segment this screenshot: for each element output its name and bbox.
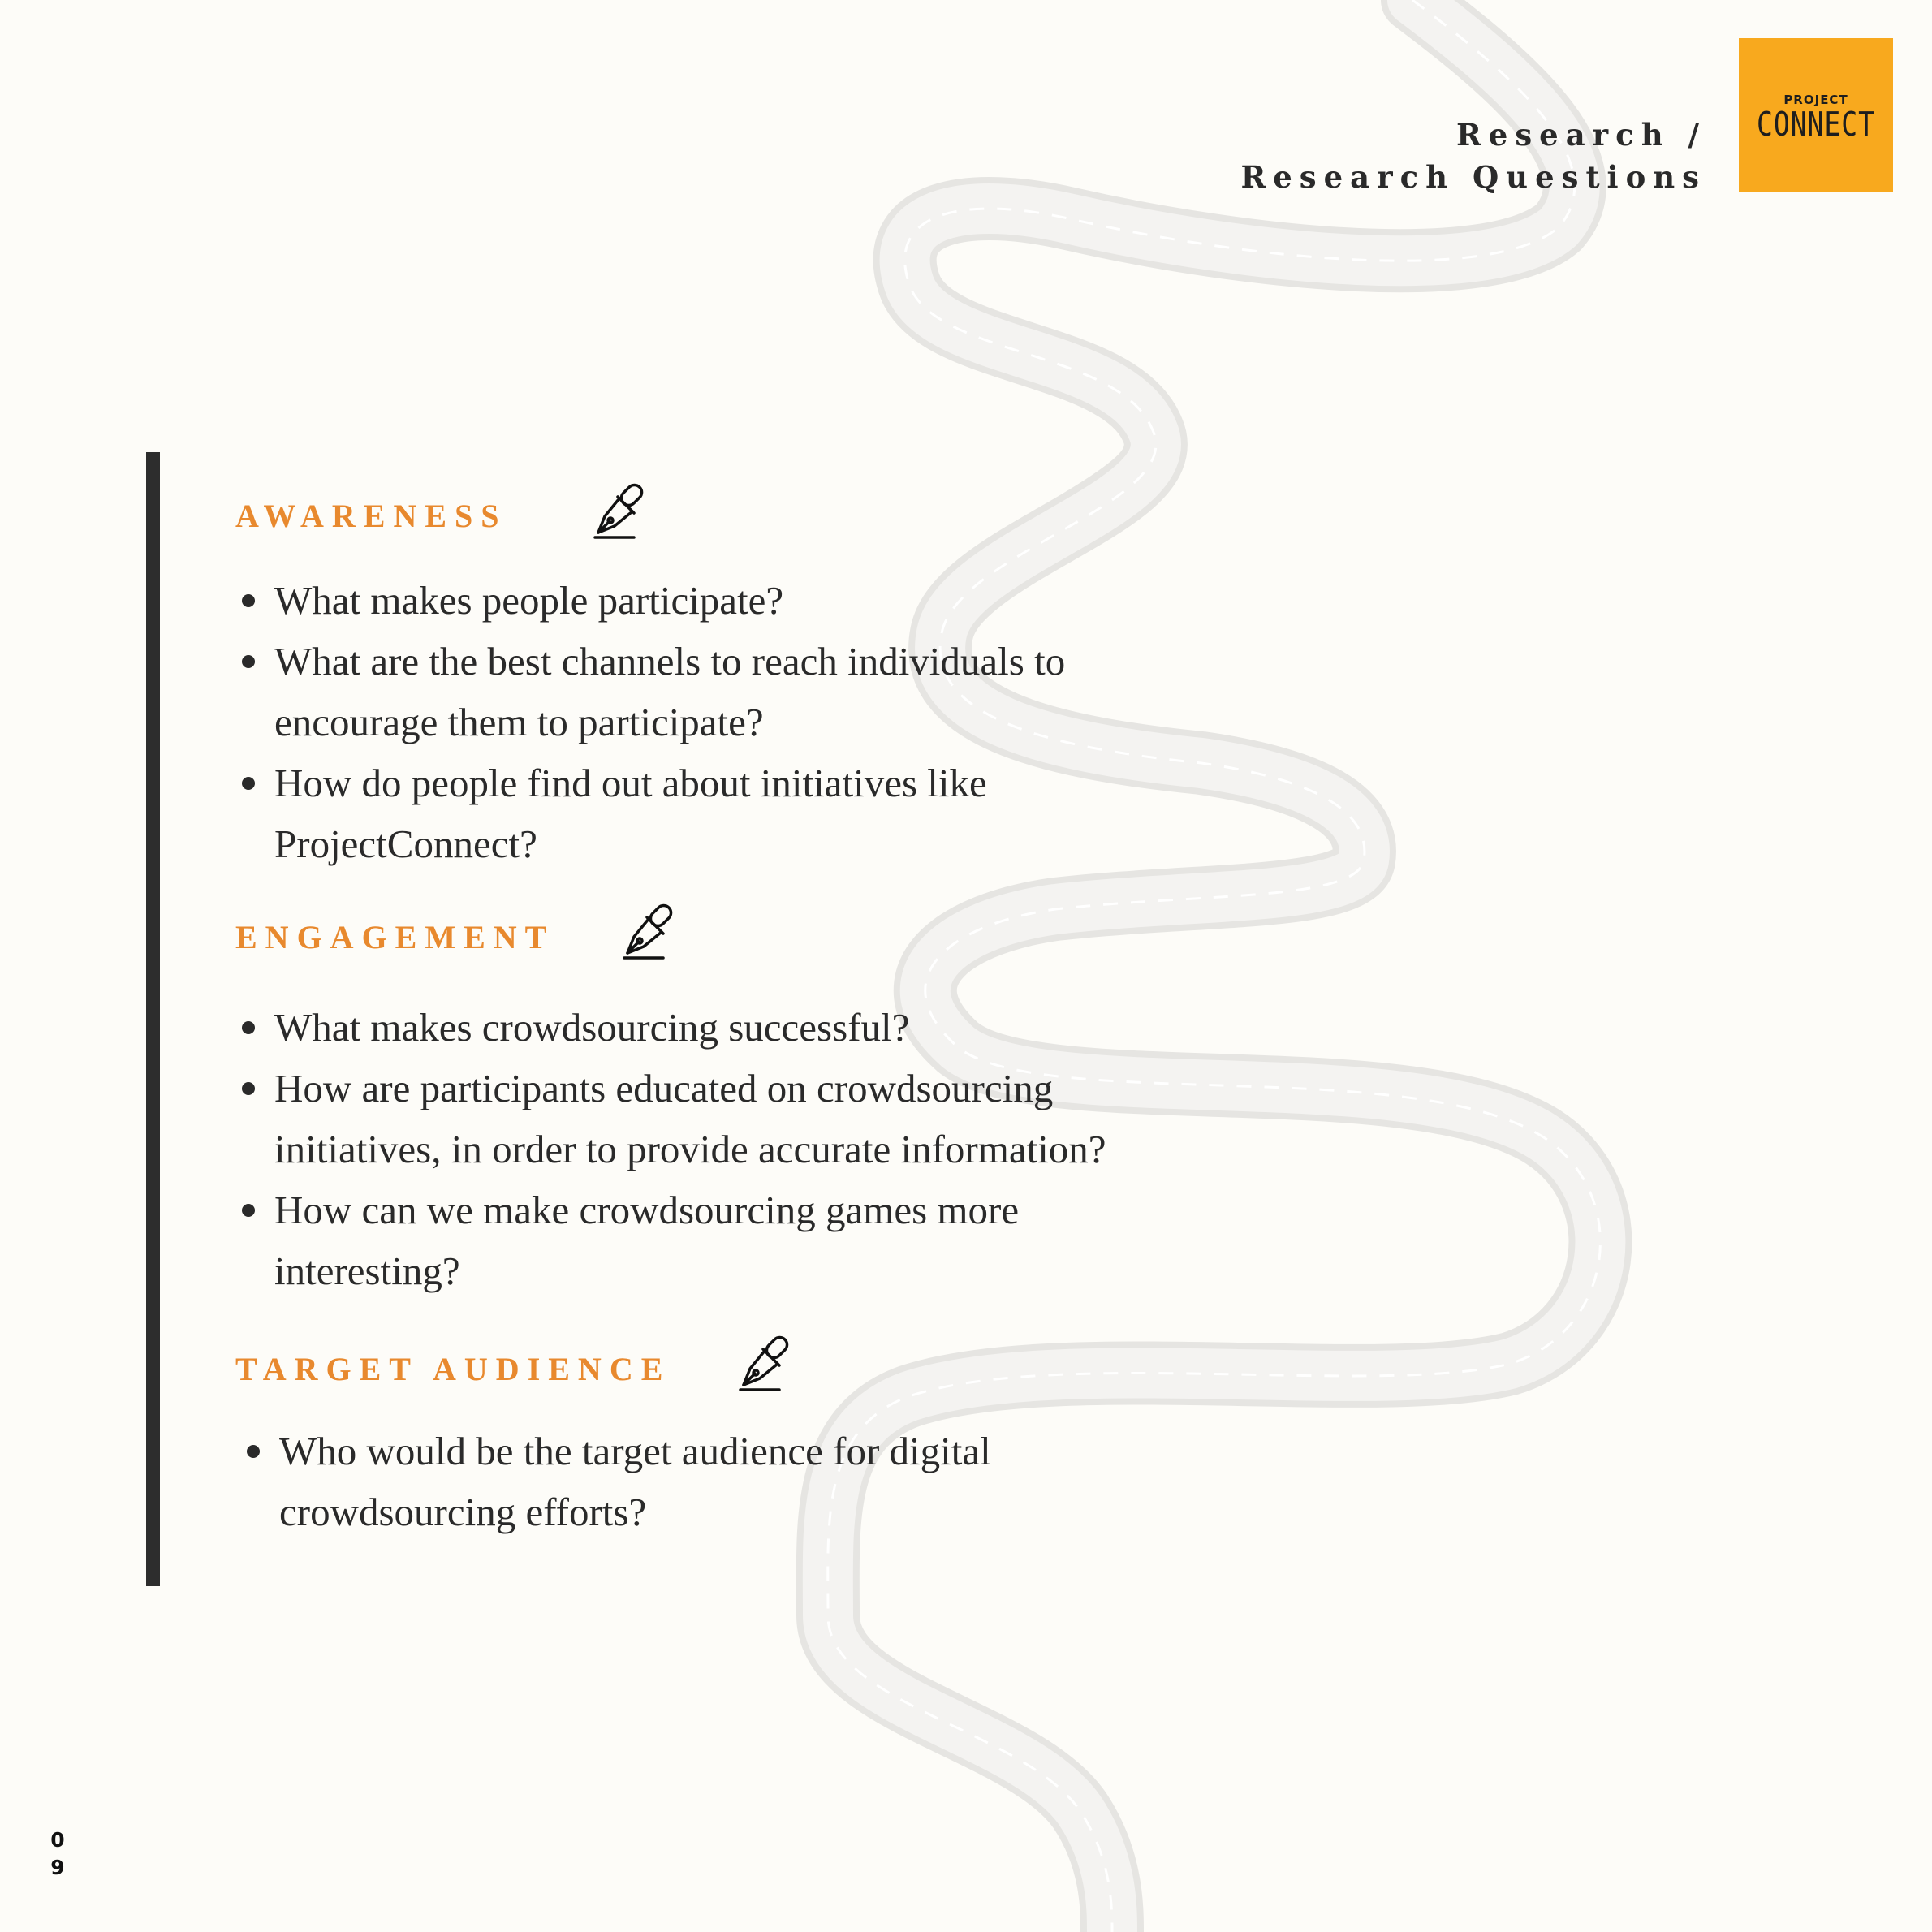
list-item xyxy=(274,753,1054,874)
bullet xyxy=(247,1445,260,1458)
list-item xyxy=(274,1179,1086,1301)
pen-icon xyxy=(732,1331,797,1396)
bullet xyxy=(242,1204,255,1217)
breadcrumb-section: Research / xyxy=(1456,117,1706,153)
list-item xyxy=(274,997,1208,1058)
logo-big-text: CONNECT xyxy=(1756,104,1876,144)
question-text: How are participants educated on crowdsourcing initiatives, in order to provide accurate information? xyxy=(274,1066,1106,1171)
breadcrumb xyxy=(1241,114,1707,198)
question-list-awareness xyxy=(274,570,1192,874)
bullet xyxy=(242,594,255,607)
bullet xyxy=(242,1021,255,1034)
pen-icon xyxy=(616,899,681,964)
question-text: What makes crowdsourcing successful? xyxy=(274,1005,910,1050)
breadcrumb-page: Research Questions xyxy=(1240,159,1706,195)
bullet xyxy=(242,1082,255,1095)
question-text: Who would be the target audience for digital crowdsourcing efforts? xyxy=(279,1429,991,1534)
page-number-digit: 0 xyxy=(50,1828,65,1852)
section-divider-bar xyxy=(146,452,160,1586)
bullet xyxy=(242,655,255,668)
question-text: What are the best channels to reach individuals to encourage them to participate? xyxy=(274,639,1066,744)
section-heading-awareness: AWARENESS xyxy=(235,498,507,534)
pen-icon xyxy=(587,479,652,544)
section-heading-engagement: ENGAGEMENT xyxy=(235,919,555,955)
logo-small-text: PROJECT xyxy=(1783,93,1848,107)
question-text: How can we make crowdsourcing games more interesting? xyxy=(274,1188,1020,1293)
question-list-target-audience xyxy=(279,1421,1059,1542)
list-item xyxy=(274,570,1192,631)
question-text: How do people find out about initiatives like ProjectConnect? xyxy=(274,761,987,866)
section-heading-target-audience: TARGET AUDIENCE xyxy=(235,1351,671,1387)
list-item xyxy=(274,631,1135,753)
list-item xyxy=(274,1058,1208,1179)
question-list-engagement xyxy=(274,997,1208,1301)
list-item xyxy=(279,1421,1059,1542)
page-number xyxy=(49,1826,67,1882)
bullet xyxy=(242,777,255,790)
project-connect-logo xyxy=(1739,38,1893,192)
question-text: What makes people participate? xyxy=(274,578,784,623)
page-number-digit: 9 xyxy=(50,1856,65,1879)
